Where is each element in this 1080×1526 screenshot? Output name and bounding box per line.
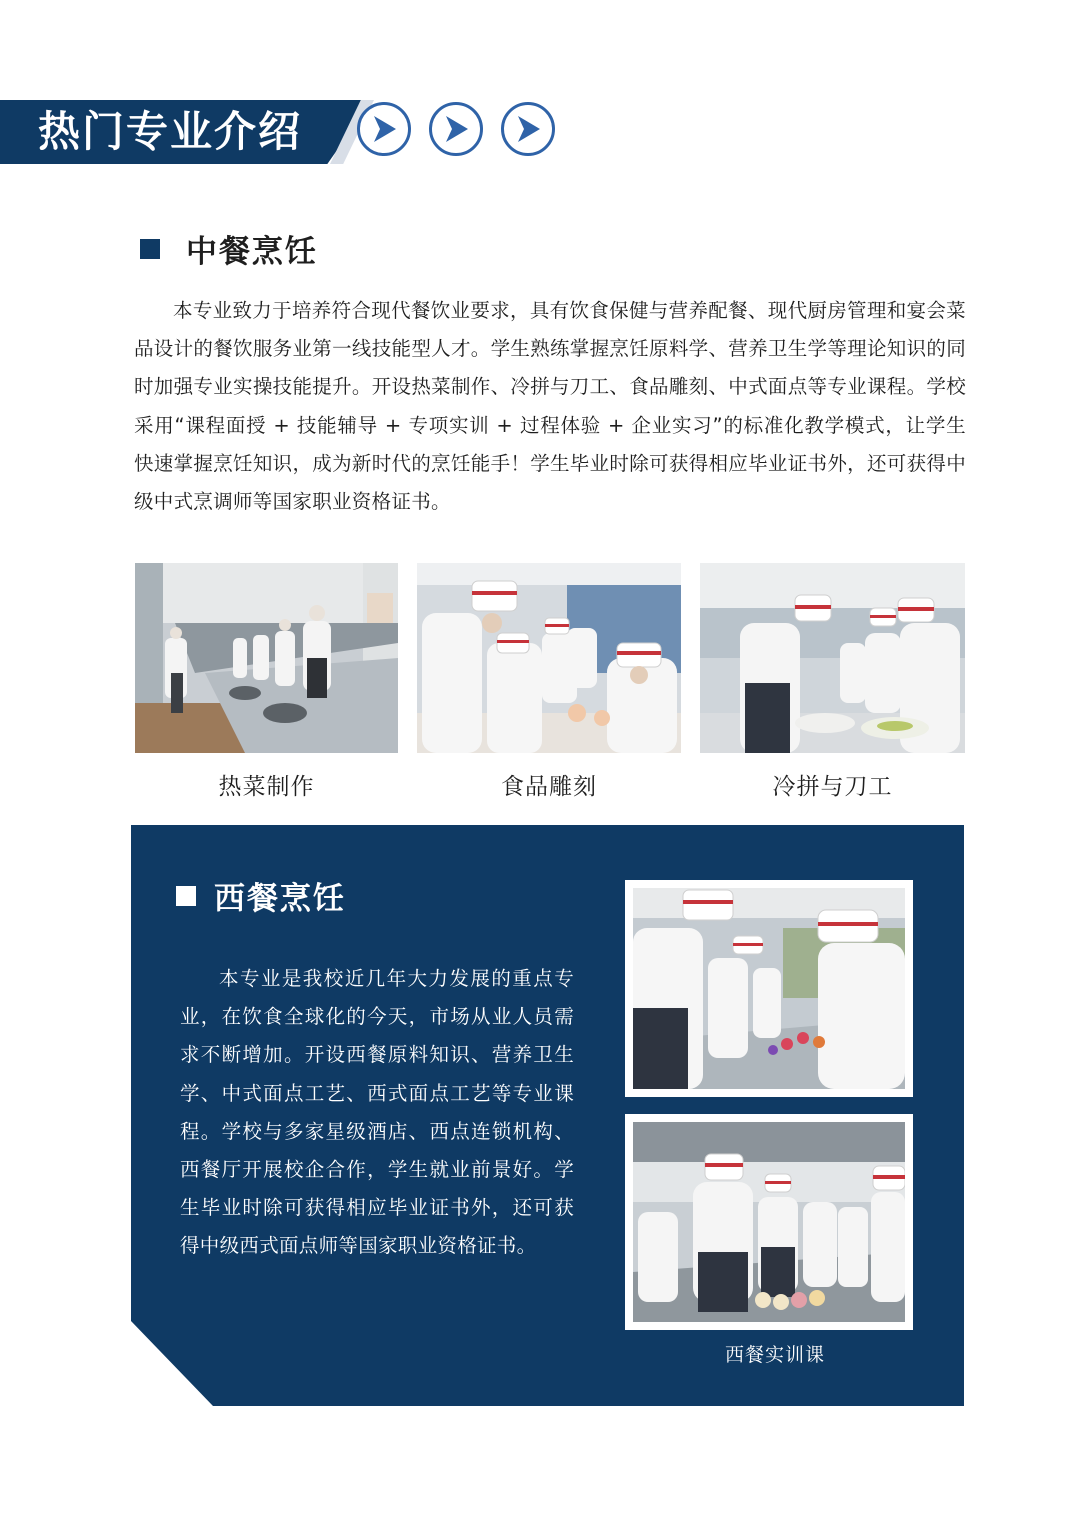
western-training-photo — [625, 1114, 913, 1330]
photo-caption: 食品雕刻 — [501, 774, 597, 800]
photo-caption: 热菜制作 — [218, 774, 315, 800]
western-pastry-photo — [625, 880, 913, 1097]
square-bullet-icon — [140, 239, 160, 259]
hot-dish-photo — [135, 563, 398, 753]
header-banner — [0, 100, 580, 164]
western-cuisine-description: 本专业是我校近几年大力发展的重点专业，在饮食全球化的今天，市场从业人员需求不断增加。开设西餐原料知识、营养卫生学、中式面点工艺、西式面点工艺等专业课程。学校与多家星级酒店、西点连锁机构、西餐厅开展校企合作，学生就业前景好。学生毕业时除可获得相应毕业证书外，还可获得中级西式面点师等国家职业资格证书。 — [180, 967, 574, 1258]
western-photo-caption: 西餐实训课 — [724, 1344, 825, 1366]
chevron-right-icon — [501, 102, 555, 156]
western-cuisine-title: 西餐烹饪 — [214, 881, 346, 917]
cold-platter-photo — [700, 563, 965, 753]
chevron-right-icon — [429, 102, 483, 156]
western-cuisine-heading — [176, 873, 346, 918]
chevron-right-icon — [357, 102, 411, 156]
square-bullet-icon — [176, 886, 196, 906]
chinese-cuisine-description: 本专业致力于培养符合现代餐饮业要求，具有饮食保健与营养配餐、现代厨房管理和宴会菜品设计的餐饮服务业第一线技能型人才。学生熟练掌握烹饪原料学、营养卫生学等理论知识的同时加强专业实操技能提升。开设热菜制作、冷拼与刀工、食品雕刻、中式面点等专业课程。学校采用“课程面授 + 技能辅导 + 专项实训 + 过程体验 + 企业实习”的标准化教学模式，让学生快速掌握烹饪知识，成为新时代的烹饪能手！学生毕业时除可获得相应毕业证书外，还可获得中级中式烹调师等国家职业资格证书。 — [134, 299, 966, 514]
food-carving-photo — [417, 563, 681, 753]
photo-caption: 冷拼与刀工 — [772, 774, 893, 800]
chinese-cuisine-heading — [140, 226, 318, 271]
page-title: 热门专业介绍 — [38, 107, 303, 156]
chinese-cuisine-title: 中餐烹饪 — [186, 234, 318, 270]
